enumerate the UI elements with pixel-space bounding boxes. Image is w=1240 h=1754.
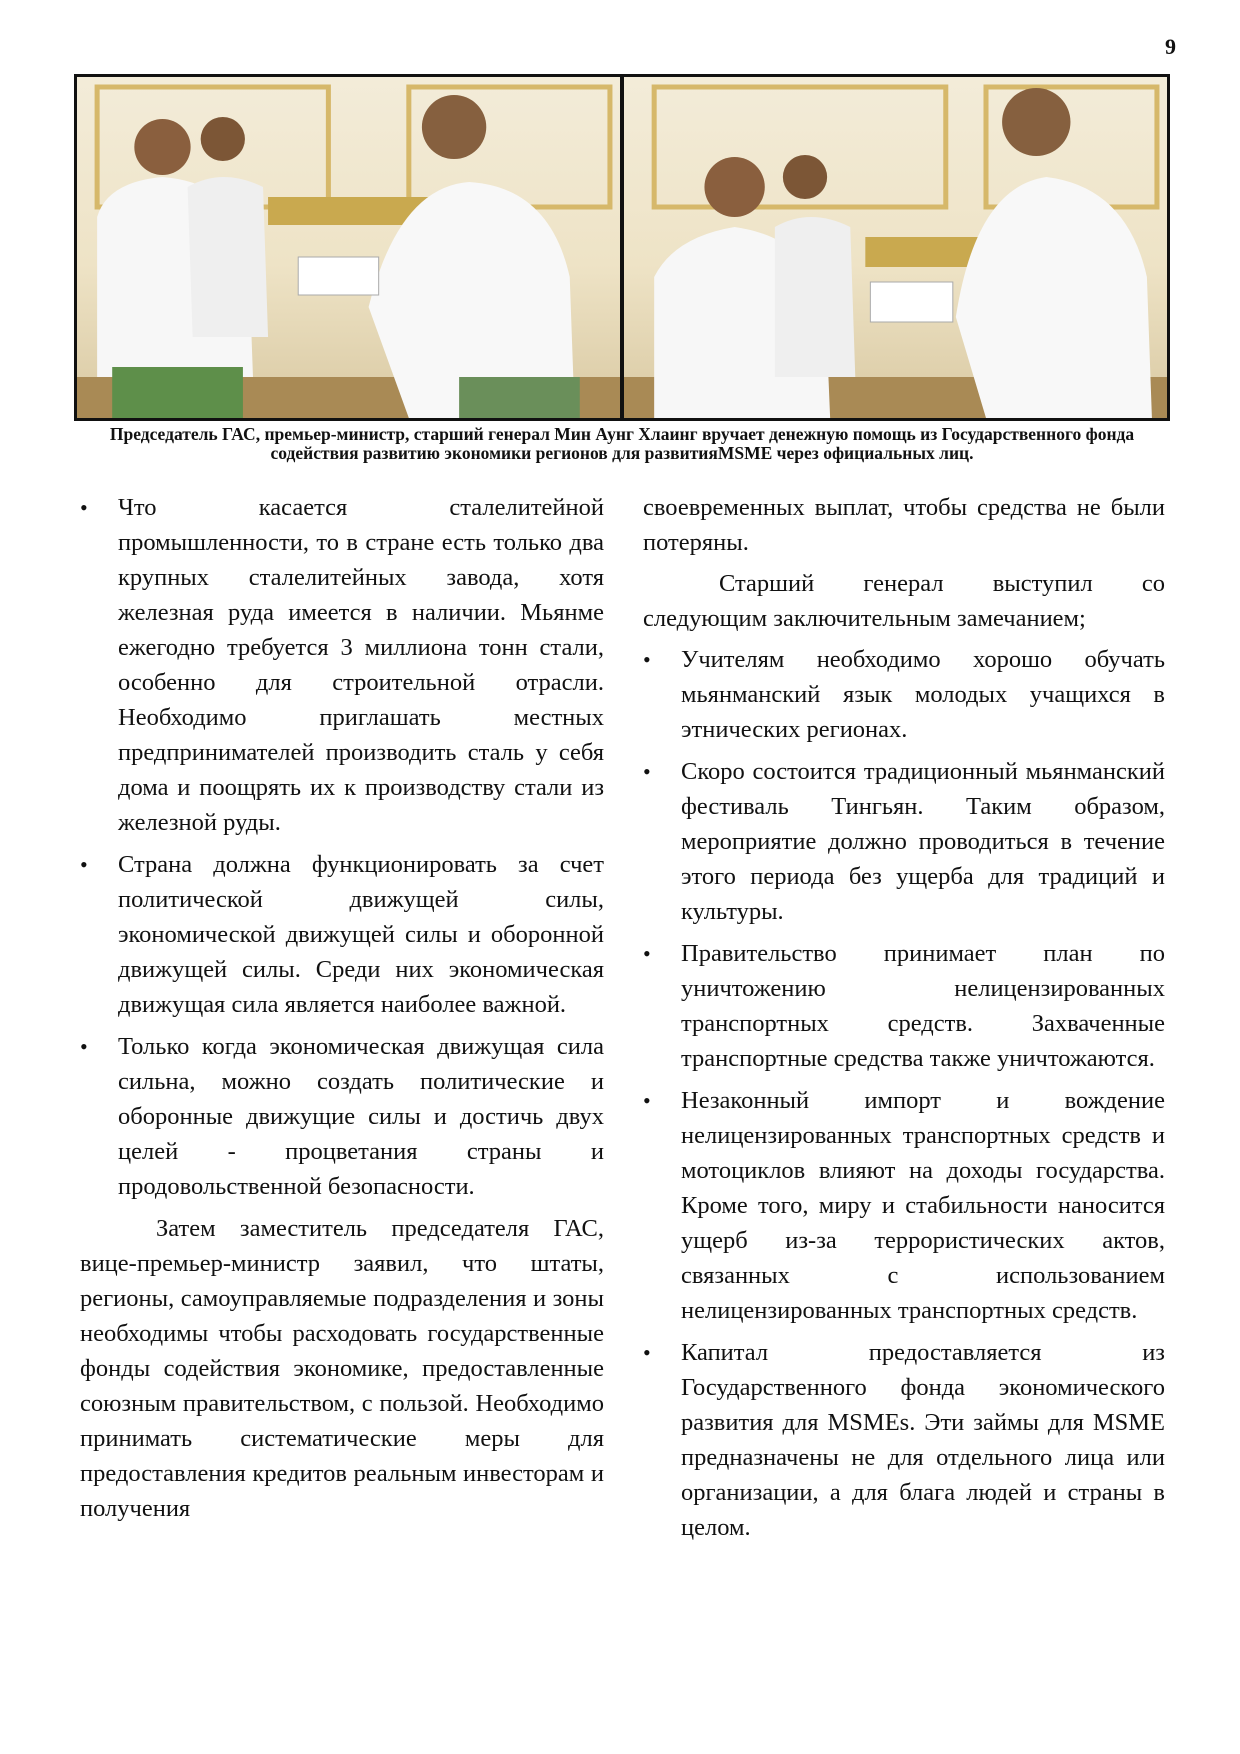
bullet-item: • Учителям необходимо хорошо обучать мьянманский язык молодых учащихся в этнических регионах. — [643, 642, 1165, 747]
bullet-item: • Только когда экономическая движущая сила сильна, можно создать политические и оборонные движущие силы и достичь двух целей - процветания страны и продовольственной безопасности. — [80, 1029, 604, 1204]
left-column — [80, 490, 604, 1532]
photo-caption: Председатель ГАС, премьер-министр, старший генерал Мин Аунг Хлаинг вручает денежную помощь из Государственного фонда содействия развитию экономики регионов для развитияMSME через официальных лиц. — [109, 424, 1135, 463]
photo-ceremony-right — [624, 77, 1167, 418]
photo-ceremony-right-icon — [624, 77, 1167, 418]
bullet-item: • Капитал предоставляется из Государственного фонда экономического развития для MSMEs. Эти займы для MSME предназначены не для отдельного лица или организации, а для блага людей и страны в целом. — [643, 1335, 1165, 1545]
photo-ceremony-left-icon — [77, 77, 620, 418]
continued-paragraph: своевременных выплат, чтобы средства не были потеряны. — [643, 494, 1165, 556]
photo-strip — [74, 74, 1170, 421]
bullet-item: • Скоро состоится традиционный мьянманский фестиваль Тингьян. Таким образом, мероприятие должно проводиться в течение этого периода без ущерба для традиций и культуры. — [643, 754, 1165, 929]
right-column — [643, 490, 1165, 1552]
bullet-item: • Незаконный импорт и вождение нелицензированных транспортных средств и мотоциклов влияют на доходы государства. Кроме того, миру и стабильности наносится ущерб из-за террористических актов, связанных с использованием нелицензированных транспортных средств. — [643, 1083, 1165, 1328]
body-paragraph: Затем заместитель председателя ГАС, вице-премьер-министр заявил, что штаты, регионы, самоуправляемые подразделения и зоны необходимы чтобы расходовать государственные фонды содействия экономике, предоставленные союзным правительством, с пользой. Необходимо принимать систематические меры для предоставления кредитов реальным инвесторам и получения — [80, 1215, 604, 1522]
page-number: 9 — [1165, 34, 1176, 59]
intro-paragraph: Старший генерал выступил со следующим заключительным замечанием; — [643, 570, 1165, 632]
bullet-item: • Страна должна функционировать за счет политической движущей силы, экономической движущей силы и оборонной движущей силы. Среди них экономическая движущая сила является наиболее важной. — [80, 847, 604, 1022]
photo-ceremony-left — [77, 77, 620, 418]
bullet-item: • Правительство принимает план по уничтожению нелицензированных транспортных средств. Захваченные транспортные средства также уничтожаются. — [643, 936, 1165, 1076]
bullet-item: • Что касается сталелитейной промышленности, то в стране есть только два крупных сталелитейных завода, хотя железная руда имеется в наличии. Мьянме ежегодно требуется 3 миллиона тонн стали, особенно для строительной отрасли. Необходимо приглашать местных предпринимателей производить сталь у себя дома и поощрять их к производству стали из железной руды. — [80, 490, 604, 840]
